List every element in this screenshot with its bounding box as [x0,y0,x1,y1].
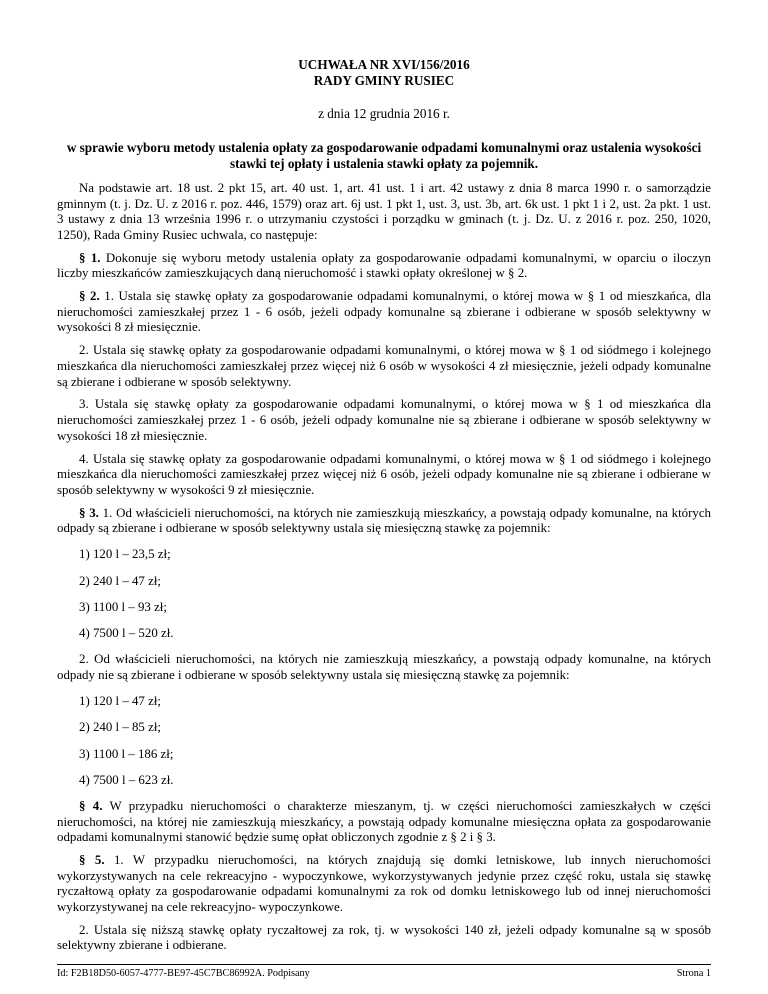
preamble: Na podstawie art. 18 ust. 2 pkt 15, art. 40 ust. 1, art. 41 ust. 1 i art. 42 ustawy z dnia 8 marca 1990 r. o samorządzie gminnym (t. j. Dz. U. z 2016 r. poz. 446, 1579) oraz art. 6j ust. 1 pkt 1, ust. 3, ust. 3b, art. 6k ust. 1 pkt 1 i 2, ust. 2a pkt. 1 ust. 3 ustawy z dnia 13 września 1996 r. o utrzymaniu czystości i porządku w gminach (t. j. Dz. U. z 2016 r. poz. 250, 1020, 1250), Rada Gminy Rusiec uchwala, co następuje: [57,181,711,242]
paragraph-text: Dokonuje się wyboru metody ustalenia opłaty za gospodarowanie odpadami komunalnymi, w oparciu o iloczyn liczby mieszkańców zamieszkujących daną nieruchomość i stawki opłaty określonej w § 2. [57,250,711,281]
paragraph-mark: § 3. [79,505,99,520]
paragraph-5-point-2: 2. Ustala się niższą stawkę opłaty ryczałtowej za rok, tj. w wysokości 140 zł, jeżeli odpady komunalne są w sposób selektywny zbierane i odbierane. [57,922,711,953]
paragraph-1 [57,251,711,282]
list-item: 2) 240 l – 85 zł; [79,720,161,735]
paragraph-5-point-1 [57,853,711,915]
list-item: 4) 7500 l – 623 zł. [79,772,174,787]
paragraph-2-point-4: 4. Ustala się stawkę opłaty za gospodarowanie odpadami komunalnymi, o której mowa w § 1 od siódmego i kolejnego mieszkańca dla nieruchomości zamieszkałej przez więcej niż 6 osób, jeżeli odpady komunalne nie są zbierane i odbierane w sposób selektywny w wysokości 9 zł miesięcznie. [57,451,711,497]
paragraph-3-point-1 [57,506,711,537]
paragraph-2-point-3: 3. Ustala się stawkę opłaty za gospodarowanie odpadami komunalnymi, o której mowa w § 1 od mieszkańca dla nieruchomości zamieszkałej przez 1 - 6 osób, jeżeli odpady komunalne nie są zbierane i odbierane w sposób selektywny w wysokości 18 zł miesięcznie. [57,397,711,443]
paragraph-text: W przypadku nieruchomości o charakterze mieszanym, tj. w części nieruchomości zamieszkałych w części nieruchomości, na której nie zamieszkują mieszkańcy, a powstają odpady komunalne miesięczna opłata za gospodarowanie odpadami komunalnymi stanowić będzie sumę opłat obliczonych zgodnie z § 2 i § 3. [57,798,711,845]
paragraph-mark: § 1. [79,250,101,265]
resolution-number: UCHWAŁA NR XVI/156/2016 [298,57,470,72]
paragraph-4 [57,799,711,846]
list-item: 2) 240 l – 47 zł; [79,573,161,588]
paragraph-text: 1. W przypadku nieruchomości, na których znajdują się domki letniskowe, lub innych nieruchomości wykorzystywanych na cele rekreacyjno - wypoczynkowe, wykorzystywanych jedynie przez część roku, ustala się stawkę ryczałtową opłaty za gospodarowanie odpadami komunalnymi za rok od domku letniskowego lub od innej nieruchomości wykorzystywanej na cele rekreacyjno- wypoczynkowe. [57,853,711,914]
paragraph-2-point-2: 2. Ustala się stawkę opłaty za gospodarowanie odpadami komunalnymi, o której mowa w § 1 od siódmego i kolejnego mieszkańca dla nieruchomości zamieszkałej przez więcej niż 6 osób w wysokości 4 zł miesięcznie, jeżeli odpady komunalne są zbierane i odbierane w sposób selektywny. [57,343,711,389]
page-number: Strona 1 [676,968,711,979]
paragraph-3-point-2: 2. Od właścicieli nieruchomości, na których nie zamieszkują mieszkańcy, a powstają odpady komunalne, na których odpady nie są zbierane i odbierane w sposób selektywny ustala się miesięczną stawkę za pojemnik: [57,652,711,682]
paragraph-text: 1. Ustala się stawkę opłaty za gospodarowanie odpadami komunalnymi, o której mowa w § 1 od mieszkańca, dla nieruchomości zamieszkałej przez 1 - 6 osób, jeżeli odpady komunalne są zbierane i odbierane w sposób selektywny w wysokości 8 zł miesięcznie. [57,289,711,335]
resolution-subject: w sprawie wyboru metody ustalenia opłaty za gospodarowanie odpadami komunalnymi oraz ustalenia wysokości stawki tej opłaty i ustalenia stawki opłaty za pojemnik. [66,140,702,171]
list-item: 1) 120 l – 47 zł; [79,694,161,709]
paragraph-text: 1. Od właścicieli nieruchomości, na których nie zamieszkują mieszkańcy, a powstają odpady komunalne, na których odpady są zbierane i odbierane w sposób selektywny ustala się miesięczną stawkę za pojemnik: [57,505,711,536]
paragraph-2-point-1 [57,289,711,336]
list-item: 4) 7500 l – 520 zł. [79,626,174,641]
list-item: 1) 120 l – 23,5 zł; [79,547,171,562]
paragraph-mark: § 5. [79,853,105,868]
resolution-date: z dnia 12 grudnia 2016 r. [318,106,450,121]
list-item: 3) 1100 l – 186 zł; [79,746,174,761]
council-name: RADY GMINY RUSIEC [313,73,455,88]
paragraph-mark: § 2. [79,289,100,304]
list-item: 3) 1100 l – 93 zł; [79,599,167,614]
footer-divider [57,964,711,965]
document-id: Id: F2B18D50-6057-4777-BE97-45C7BC86992A. Podpisany [57,968,310,979]
paragraph-mark: § 4. [79,798,103,813]
